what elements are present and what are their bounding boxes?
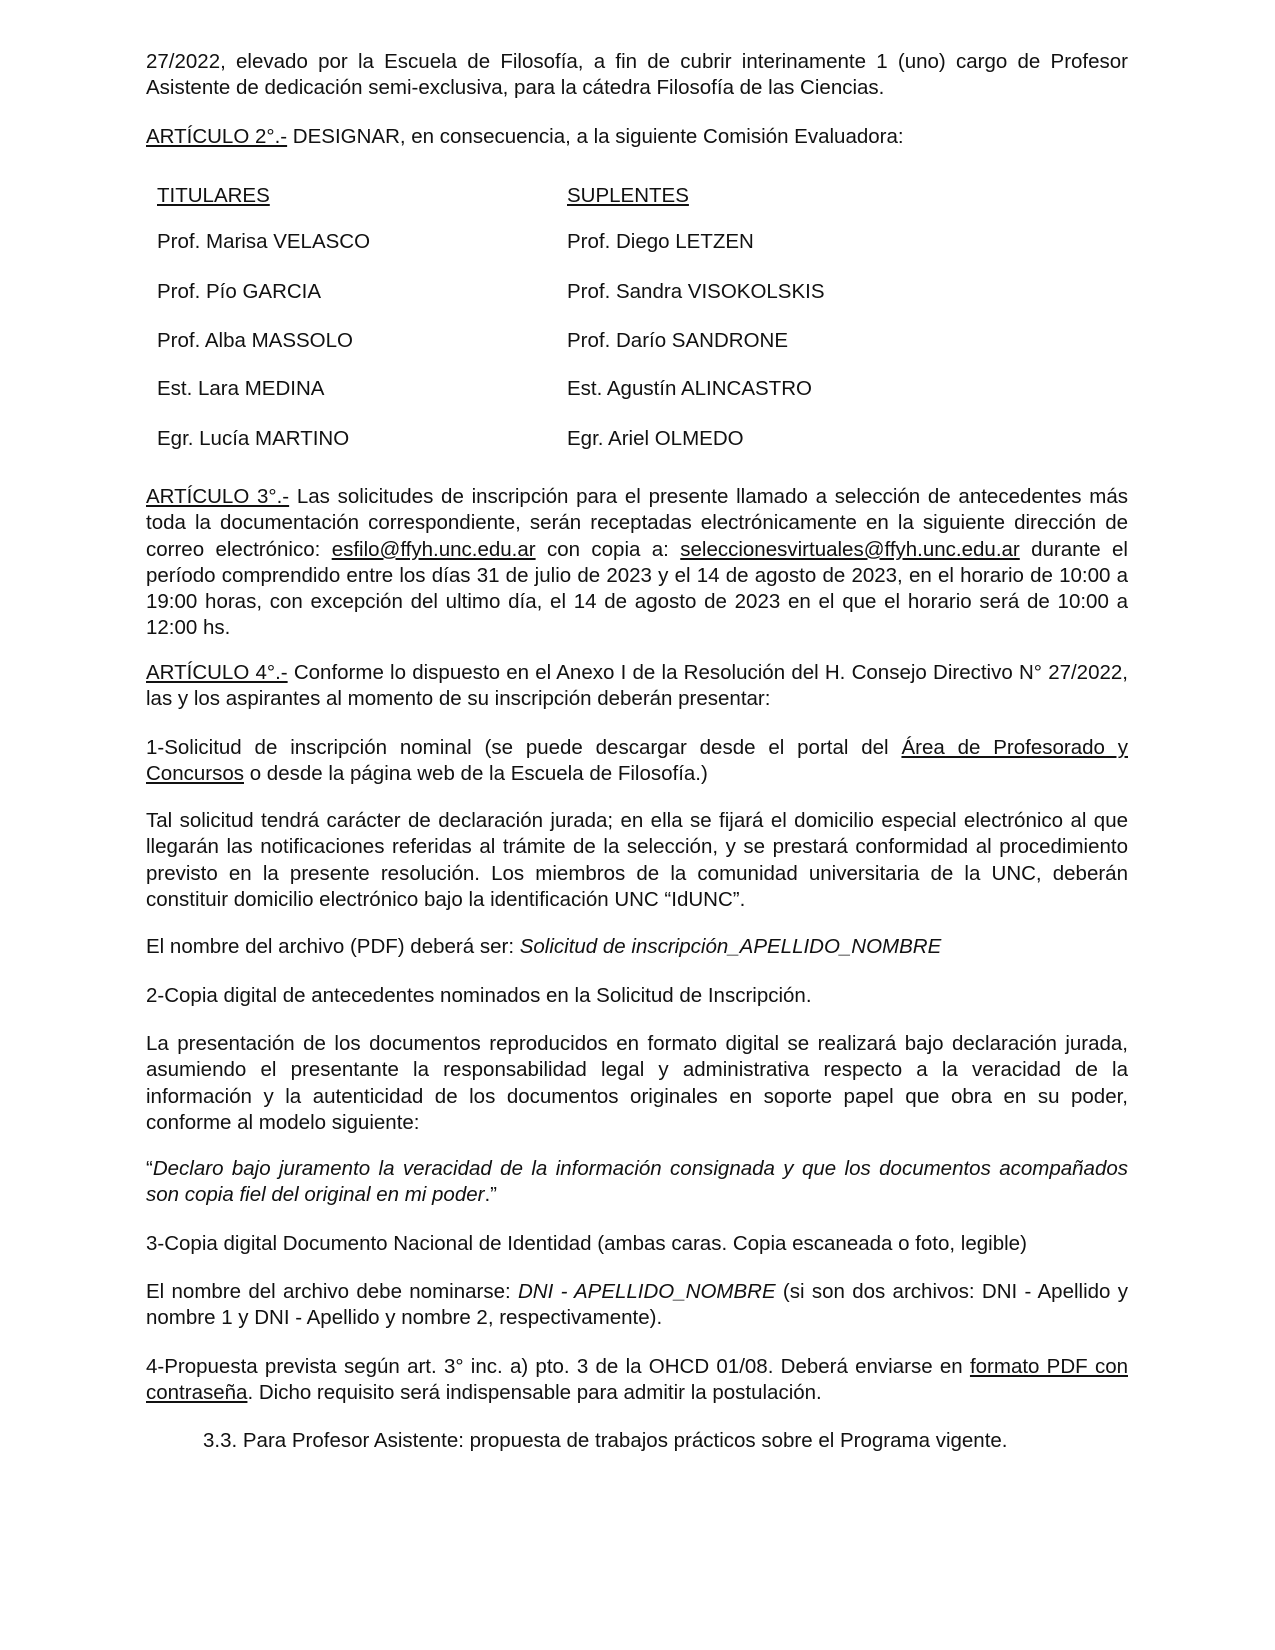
article-2-paragraph: ARTÍCULO 2°.- DESIGNAR, en consecuencia, a la siguiente Comisión Evaluadora: [146, 125, 904, 148]
article-3-heading: ARTÍCULO 3°.- [146, 485, 290, 508]
email-link-esfilo[interactable]: esfilo@ffyh.unc.edu.ar [331, 537, 536, 561]
suplentes-header: SUPLENTES [567, 184, 689, 207]
filename-1-paragraph: El nombre del archivo (PDF) deberá ser: Solicitud de inscripción_APELLIDO_NOMBRE [146, 935, 942, 958]
article-2-heading: ARTÍCULO 2°.- [146, 125, 288, 148]
intro-paragraph: 27/2022, elevado por la Escuela de Filosofía, a fin de cubrir interinamente 1 (uno) cargo de Profesor Asistente de dedicación semi-exclusiva, para la cátedra Filosofía de las Ciencias. [146, 50, 1128, 100]
item-1-paragraph: 1-Solicitud de inscripción nominal (se puede descargar desde el portal del Área de Profesorado y Concursos o desde la página web de la Escuela de Filosofía.) [146, 736, 1128, 786]
presentacion-paragraph: La presentación de los documentos reproducidos en formato digital se realizará bajo declaración jurada, asumiendo el presentante la responsabilidad legal y administrativa respecto a la veracidad de la información y la autenticidad de los documentos originales en soporte papel que obra en su poder, conforme al modelo siguiente: [146, 1032, 1128, 1134]
titular-member: Est. Lara MEDINA [157, 377, 325, 400]
titular-member: Prof. Alba MASSOLO [157, 329, 353, 352]
filename-1-value: Solicitud de inscripción_APELLIDO_NOMBRE [519, 935, 942, 958]
titular-member: Egr. Lucía MARTINO [157, 427, 350, 450]
suplente-member: Est. Agustín ALINCASTRO [567, 377, 812, 400]
formato-pdf-link[interactable]: formato PDF con contraseña [146, 1355, 1128, 1405]
article-3-paragraph: ARTÍCULO 3°.- Las solicitudes de inscripción para el presente llamado a selección de antecedentes más toda la documentación correspondiente, serán receptadas electrónicamente en la siguiente dirección de correo electrónico: esfilo@ffyh.unc.edu.ar con copia a: seleccionesvirtuales@ffyh.unc.edu.ar durante el período comprendido entre los días 31 de julio de 2023 y el 14 de agosto de 2023, en el horario de 10:00 a 19:00 horas, con excepción del ultimo día, el 14 de agosto de 2023 en el que el horario será de 10:00 a 12:00 hs. [146, 485, 1128, 640]
suplente-member: Prof. Sandra VISOKOLSKIS [567, 280, 825, 303]
profesorado-link[interactable]: Área de Profesorado y Concursos [146, 736, 1128, 786]
suplente-member: Prof. Diego LETZEN [567, 230, 754, 253]
titulares-header: TITULARES [157, 184, 270, 207]
filename-2-paragraph: El nombre del archivo debe nominarse: DNI - APELLIDO_NOMBRE (si son dos archivos: DNI - Apellido y nombre 1 y DNI - Apellido y nombre 2, respectivamente). [146, 1280, 1128, 1330]
email-link-selecciones[interactable]: seleccionesvirtuales@ffyh.unc.edu.ar [680, 537, 1020, 561]
item-2-paragraph: 2-Copia digital de antecedentes nominados en la Solicitud de Inscripción. [146, 984, 812, 1007]
suplente-member: Egr. Ariel OLMEDO [567, 427, 744, 450]
declaracion-paragraph: Tal solicitud tendrá carácter de declaración jurada; en ella se fijará el domicilio especial electrónico al que llegarán las notificaciones referidas al trámite de la selección, y se prestará conformidad al procedimiento previsto en la presente resolución. Los miembros de la comunidad universitaria de la UNC, deberán constituir domicilio electrónico bajo la identificación UNC “IdUNC”. [146, 809, 1128, 911]
titular-member: Prof. Marisa VELASCO [157, 230, 371, 253]
article-4-heading: ARTÍCULO 4°.- [146, 661, 288, 684]
suplente-member: Prof. Darío SANDRONE [567, 329, 788, 352]
article-4-paragraph: ARTÍCULO 4°.- Conforme lo dispuesto en el Anexo I de la Resolución del H. Consejo Directivo N° 27/2022, las y los aspirantes al momento de su inscripción deberán presentar: [146, 661, 1128, 711]
sub-item-3-3: 3.3. Para Profesor Asistente: propuesta de trabajos prácticos sobre el Programa vigente. [203, 1429, 1008, 1452]
filename-2-value: DNI - APELLIDO_NOMBRE [518, 1280, 776, 1303]
titular-member: Prof. Pío GARCIA [157, 280, 322, 303]
quote-paragraph: “Declaro bajo juramento la veracidad de la información consignada y que los documentos acompañados son copia fiel del original en mi poder.” [146, 1157, 1128, 1207]
item-3-paragraph: 3-Copia digital Documento Nacional de Identidad (ambas caras. Copia escaneada o foto, legible) [146, 1232, 1027, 1255]
quote-text: Declaro bajo juramento la veracidad de la información consignada y que los documentos acompañados son copia fiel del original en mi poder [146, 1157, 1128, 1207]
item-4-paragraph: 4-Propuesta prevista según art. 3° inc. a) pto. 3 de la OHCD 01/08. Deberá enviarse en formato PDF con contraseña. Dicho requisito será indispensable para admitir la postulación. [146, 1355, 1128, 1405]
